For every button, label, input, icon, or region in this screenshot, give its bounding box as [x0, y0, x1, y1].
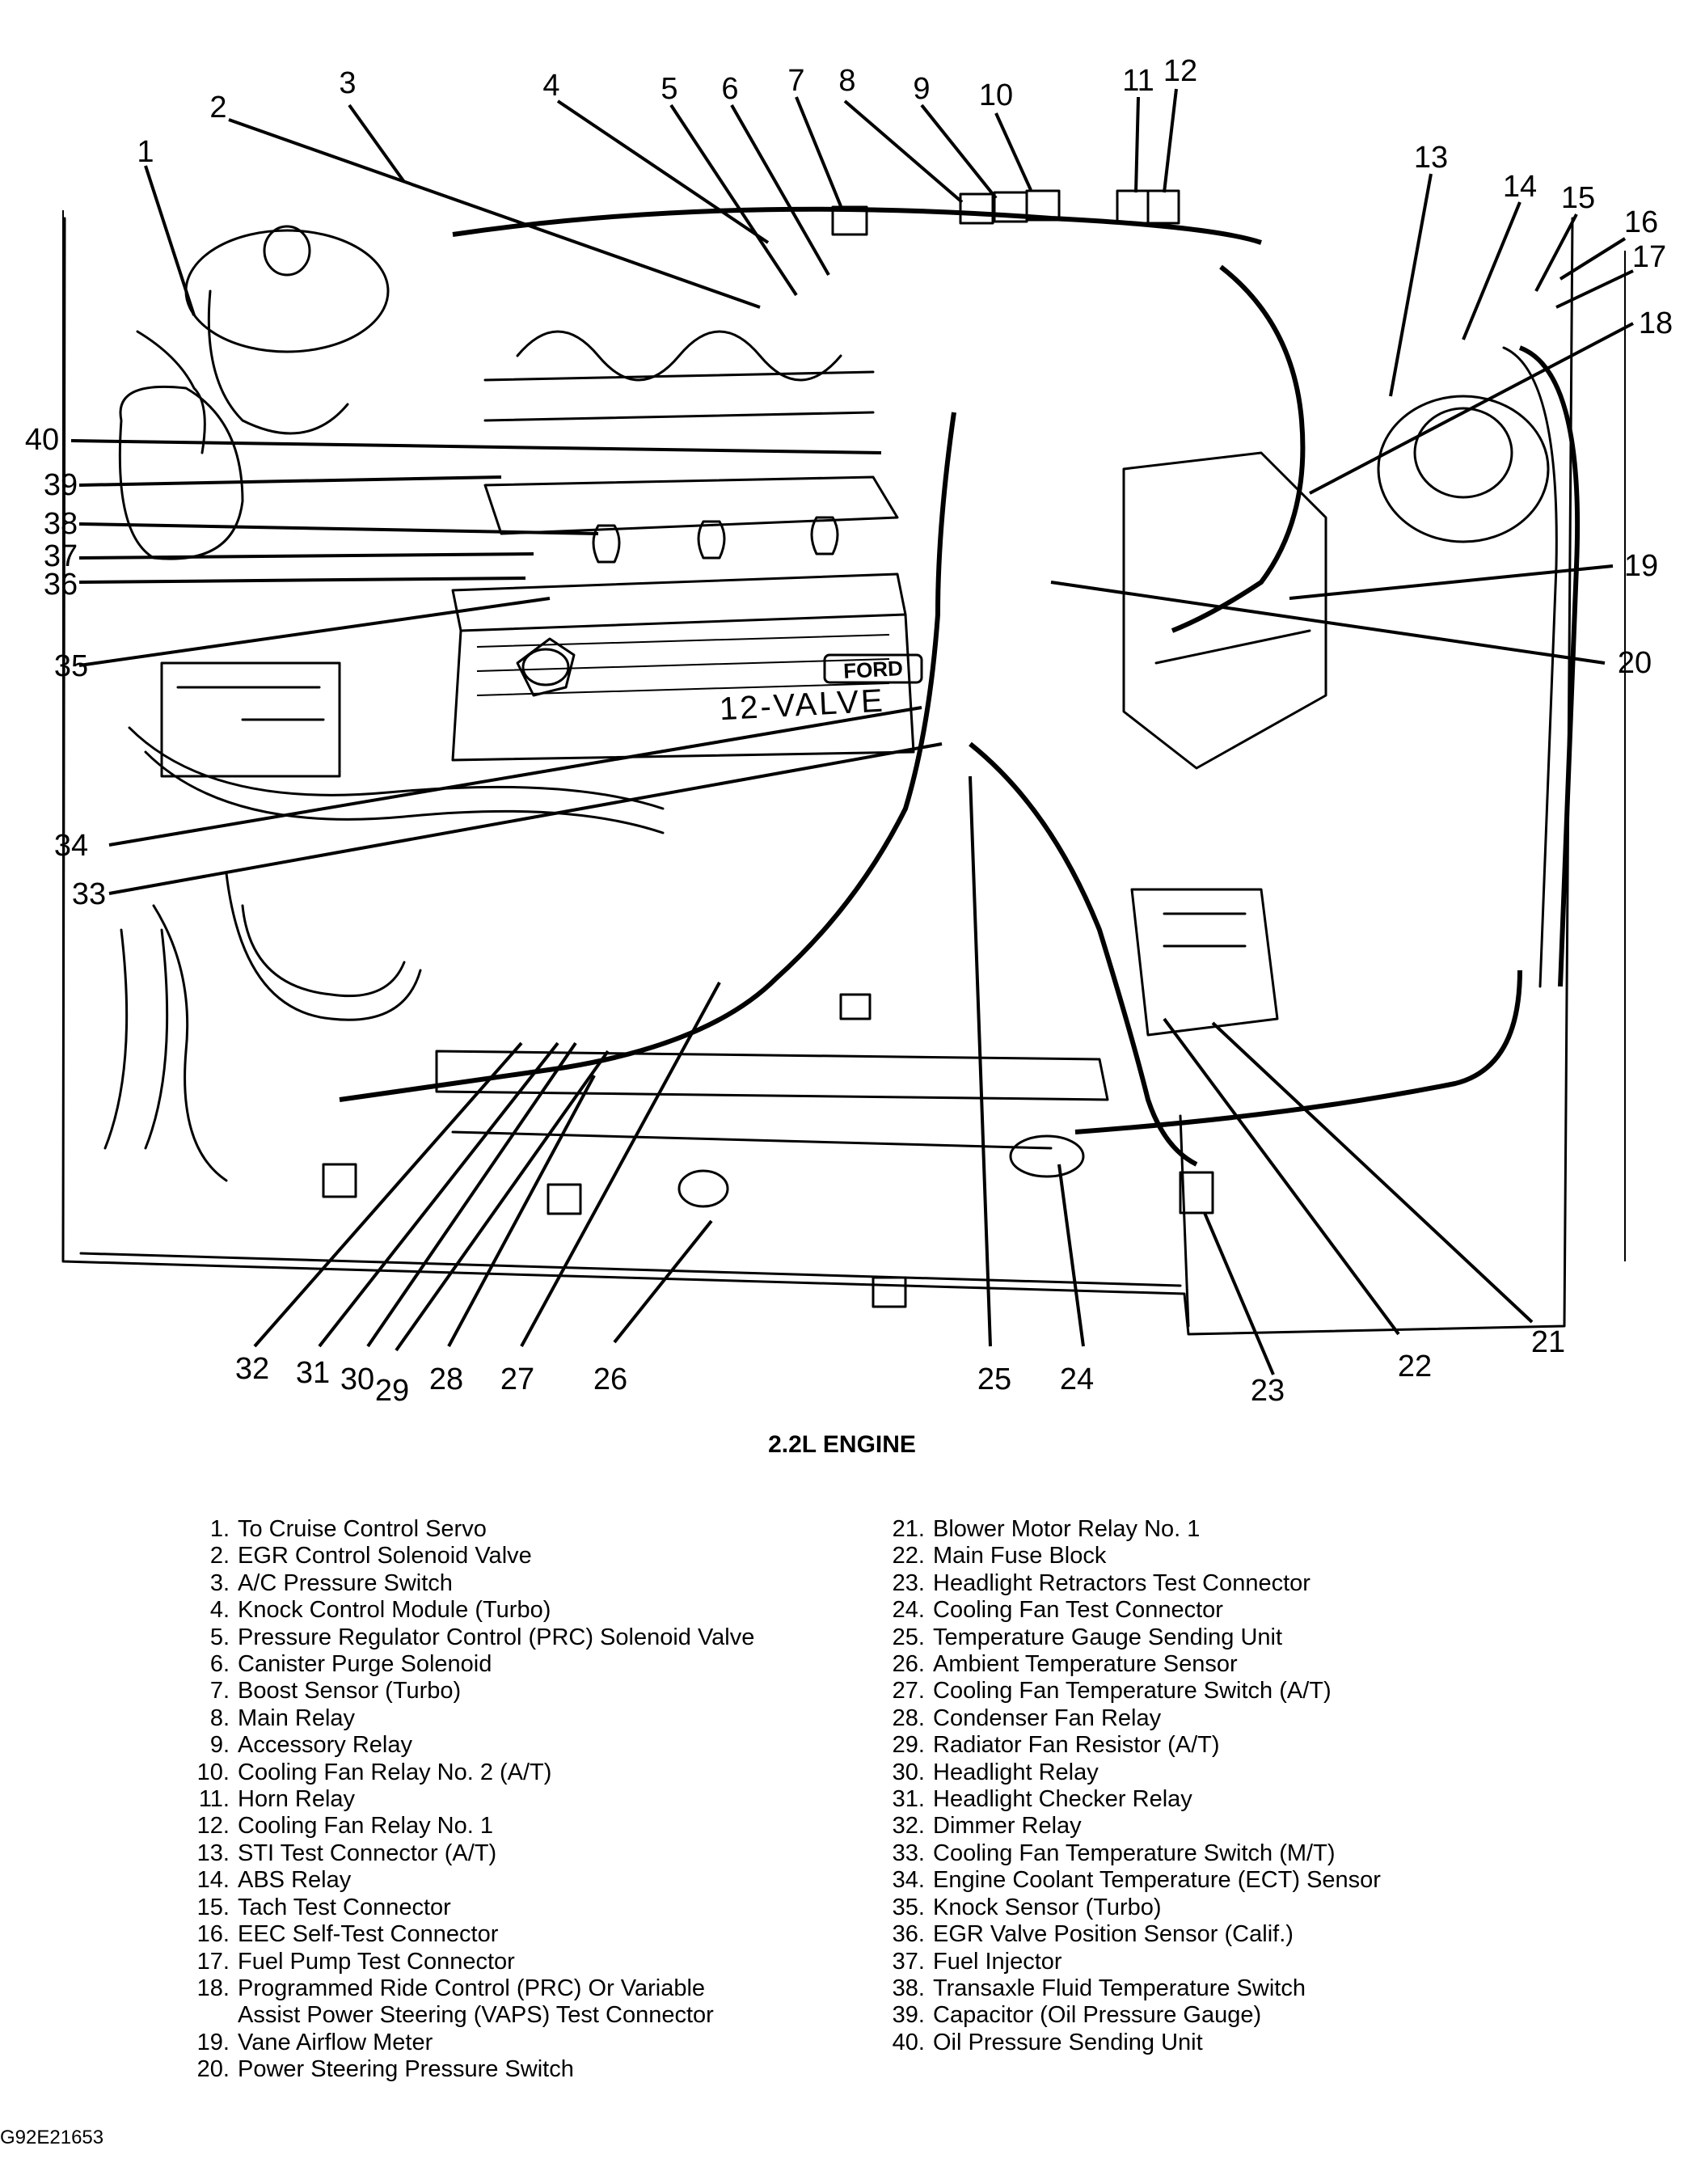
legend-item-text: Cooling Fan Relay No. 2 (A/T): [238, 1759, 552, 1785]
legend-item-text: Transaxle Fluid Temperature Switch: [933, 1975, 1306, 2001]
legend-item-text: Capacitor (Oil Pressure Gauge): [933, 2002, 1262, 2029]
legend-item: [888, 1597, 1381, 1624]
legend-item: [192, 1759, 754, 1786]
legend-item: [192, 1651, 754, 1678]
callout-26: 26: [593, 1362, 628, 1396]
legend-item-text: Horn Relay: [238, 1786, 356, 1813]
callout-36: 36: [43, 568, 78, 602]
callout-2: 2: [209, 91, 227, 125]
callout-6: 6: [721, 72, 739, 106]
legend-item: [888, 1624, 1381, 1651]
legend-item-text: Temperature Gauge Sending Unit: [933, 1624, 1283, 1650]
legend-item-number: 22.: [892, 1543, 925, 1569]
legend-item-text: Knock Sensor (Turbo): [933, 1894, 1162, 1920]
legend-item: [888, 1949, 1381, 1975]
legend-item-number: 32.: [892, 1813, 925, 1840]
legend-item-text: Vane Airflow Meter: [238, 2029, 433, 2055]
legend-left-column: [192, 1516, 754, 2084]
legend-item-number: 16.: [196, 1921, 230, 1948]
legend-item-number: 9.: [209, 1732, 230, 1759]
legend-item: [192, 1705, 754, 1732]
figure-code: G92E21653: [0, 2127, 104, 2148]
callout-27: 27: [500, 1362, 535, 1396]
legend-item: [888, 2002, 1381, 2029]
legend-item: [888, 1786, 1381, 1813]
callout-13: 13: [1413, 141, 1449, 175]
legend-item-number: 19.: [196, 2029, 230, 2055]
legend-item-number: 15.: [196, 1894, 230, 1920]
legend-item: [888, 1840, 1381, 1867]
legend-item-text: Tach Test Connector: [238, 1894, 451, 1920]
legend-item-number: 36.: [892, 1921, 925, 1948]
legend-item-text: Cooling Fan Temperature Switch (M/T): [933, 1840, 1336, 1866]
callout-8: 8: [838, 64, 856, 98]
legend-item: [192, 1732, 754, 1759]
legend-item-number: 26.: [892, 1651, 925, 1678]
legend-item-text: EGR Valve Position Sensor (Calif.): [933, 1921, 1294, 1948]
legend-item-text: Boost Sensor (Turbo): [238, 1678, 462, 1705]
legend-item-text: EGR Control Solenoid Valve: [238, 1543, 532, 1569]
legend-item: [888, 1543, 1381, 1569]
legend-item: [192, 2030, 754, 2056]
legend-item-text: Programmed Ride Control (PRC) Or Variable: [238, 1975, 706, 2001]
callout-15: 15: [1560, 181, 1596, 215]
callout-12: 12: [1163, 54, 1198, 88]
legend-item-number: 40.: [892, 2029, 925, 2055]
legend-item-text: Fuel Pump Test Connector: [238, 1948, 515, 1975]
callout-22: 22: [1397, 1350, 1433, 1383]
callout-21: 21: [1530, 1325, 1566, 1359]
legend-item-number: 17.: [196, 1948, 230, 1975]
legend-item-text: Main Relay: [238, 1705, 356, 1731]
callout-31: 31: [295, 1356, 331, 1390]
engine-cover-lettering: [719, 655, 922, 727]
legend-item-number: 5.: [209, 1624, 230, 1650]
legend-item-text: Headlight Relay: [933, 1759, 1099, 1785]
legend-item-text: Oil Pressure Sending Unit: [933, 2029, 1203, 2055]
legend-item: [888, 2030, 1381, 2056]
legend-item: [192, 1895, 754, 1921]
legend-item-number: 21.: [892, 1516, 925, 1542]
legend-item: [192, 2056, 754, 2083]
legend-item-text: STI Test Connector (A/T): [238, 1840, 497, 1866]
callout-23: 23: [1250, 1374, 1285, 1408]
legend-item-number: 27.: [892, 1678, 925, 1705]
legend-item-text: Headlight Checker Relay: [933, 1786, 1192, 1813]
engine-cover-valve-text: 12-VALVE: [718, 682, 886, 728]
callout-1: 1: [137, 135, 154, 169]
legend-item-number: 12.: [196, 1813, 230, 1840]
callout-40: 40: [24, 423, 60, 457]
legend-item: [888, 1516, 1381, 1543]
legend-item-number: 20.: [196, 2056, 230, 2083]
legend-item-text: ABS Relay: [238, 1867, 352, 1894]
legend-item-number: 8.: [209, 1705, 230, 1731]
legend-item-number: 18.: [196, 1975, 230, 2001]
callout-39: 39: [43, 468, 78, 502]
legend-item: [888, 1678, 1381, 1705]
legend-item-number: 14.: [196, 1867, 230, 1894]
callout-37: 37: [43, 539, 78, 573]
callout-38: 38: [43, 507, 78, 541]
legend-item-text: Fuel Injector: [933, 1948, 1062, 1975]
legend-item-text: Ambient Temperature Sensor: [933, 1651, 1238, 1678]
callout-3: 3: [339, 66, 357, 100]
legend-item-text: Assist Power Steering (VAPS) Test Connector: [238, 2002, 714, 2029]
legend-item-number: 30.: [892, 1759, 925, 1785]
legend-item-number: 25.: [892, 1624, 925, 1650]
legend-item-number: 35.: [892, 1894, 925, 1920]
callout-17: 17: [1631, 240, 1667, 274]
legend-item-text: Main Fuse Block: [933, 1543, 1107, 1569]
callout-19: 19: [1623, 549, 1659, 583]
callout-5: 5: [661, 72, 678, 106]
callout-leader-lines: [71, 89, 1633, 1375]
legend-item: [192, 1840, 754, 1867]
legend-item-number: 23.: [892, 1569, 925, 1596]
legend-item-number: 33.: [892, 1840, 925, 1866]
legend-item: [192, 1516, 754, 1543]
legend-item-text: EEC Self-Test Connector: [238, 1921, 499, 1948]
legend-item: [192, 1570, 754, 1597]
legend-right-column: [888, 1516, 1381, 2056]
callout-9: 9: [913, 72, 931, 106]
legend-item: [888, 1975, 1381, 2002]
legend-item-text: Blower Motor Relay No. 1: [933, 1516, 1201, 1542]
legend-item-number: 24.: [892, 1597, 925, 1624]
legend-item: [888, 1895, 1381, 1921]
legend-item-text: Engine Coolant Temperature (ECT) Sensor: [933, 1867, 1381, 1894]
legend-item: [888, 1867, 1381, 1894]
legend-item: [192, 2002, 754, 2029]
legend-item-text: Canister Purge Solenoid: [238, 1651, 492, 1678]
callout-7: 7: [787, 64, 805, 98]
legend-item-number: 4.: [209, 1597, 230, 1624]
legend-item-number: 38.: [892, 1975, 925, 2001]
legend-item-text: Cooling Fan Test Connector: [933, 1597, 1223, 1624]
legend-item: [888, 1921, 1381, 1948]
legend-item: [888, 1705, 1381, 1732]
callout-33: 33: [71, 877, 107, 911]
legend-item-number: 2.: [209, 1543, 230, 1569]
legend-item-number: 11.: [198, 1786, 230, 1813]
callout-35: 35: [53, 649, 89, 683]
legend-item-text: Radiator Fan Resistor (A/T): [933, 1732, 1220, 1759]
legend-item-text: Condenser Fan Relay: [933, 1705, 1162, 1731]
callout-10: 10: [978, 78, 1014, 112]
legend-item: [192, 1867, 754, 1894]
callout-20: 20: [1617, 646, 1652, 680]
legend-item-text: Knock Control Module (Turbo): [238, 1597, 551, 1624]
legend-item-number: 7.: [209, 1678, 230, 1705]
callout-16: 16: [1623, 205, 1659, 239]
legend-item-number: 10.: [196, 1759, 230, 1785]
legend-item-text: A/C Pressure Switch: [238, 1569, 453, 1596]
callout-numbers: [25, 54, 1673, 1408]
legend-item: [192, 1921, 754, 1948]
legend-item-number: 1.: [209, 1516, 230, 1542]
legend-item: [888, 1732, 1381, 1759]
legend-item-text: Power Steering Pressure Switch: [238, 2056, 574, 2083]
legend-item-text: Cooling Fan Relay No. 1: [238, 1813, 493, 1840]
callout-4: 4: [542, 69, 560, 103]
legend-item-text: Cooling Fan Temperature Switch (A/T): [933, 1678, 1332, 1705]
legend-item-number: 39.: [892, 2002, 925, 2029]
callout-28: 28: [428, 1362, 464, 1396]
engine-cover-brand-text: FORD: [842, 656, 904, 683]
legend-item: [888, 1759, 1381, 1786]
legend-item: [192, 1949, 754, 1975]
legend-item-text: Pressure Regulator Control (PRC) Solenoid Valve: [238, 1624, 755, 1650]
legend-item-number: 37.: [892, 1948, 925, 1975]
legend-item: [192, 1678, 754, 1705]
legend-item-number: 29.: [892, 1732, 925, 1759]
legend-item-number: 3.: [209, 1569, 230, 1596]
callout-14: 14: [1502, 170, 1538, 204]
legend-item-number: 28.: [892, 1705, 925, 1731]
legend-item: [192, 1975, 754, 2002]
figure-title: 2.2L ENGINE: [768, 1431, 916, 1458]
legend-item: [888, 1813, 1381, 1840]
legend-item: [192, 1543, 754, 1569]
callout-32: 32: [234, 1352, 270, 1386]
legend-item-number: 34.: [892, 1867, 925, 1894]
legend-item-number: 31.: [892, 1786, 925, 1813]
callout-34: 34: [53, 829, 89, 863]
legend-item-number: 13.: [196, 1840, 230, 1866]
legend-item-text: Headlight Retractors Test Connector: [933, 1569, 1310, 1596]
callout-29: 29: [374, 1374, 410, 1408]
legend-item-number: 6.: [209, 1651, 230, 1678]
callout-30: 30: [340, 1362, 375, 1396]
legend-item-text: To Cruise Control Servo: [238, 1516, 487, 1542]
legend-item: [192, 1786, 754, 1813]
legend-item: [192, 1597, 754, 1624]
legend-item: [888, 1651, 1381, 1678]
callout-11: 11: [1122, 64, 1154, 98]
callout-24: 24: [1059, 1362, 1095, 1396]
legend-item: [888, 1570, 1381, 1597]
legend-item-text: Dimmer Relay: [933, 1813, 1082, 1840]
legend-item-text: Accessory Relay: [238, 1732, 412, 1759]
callout-18: 18: [1638, 306, 1673, 340]
callout-25: 25: [977, 1362, 1012, 1396]
legend-item: [192, 1624, 754, 1651]
legend-item: [192, 1813, 754, 1840]
